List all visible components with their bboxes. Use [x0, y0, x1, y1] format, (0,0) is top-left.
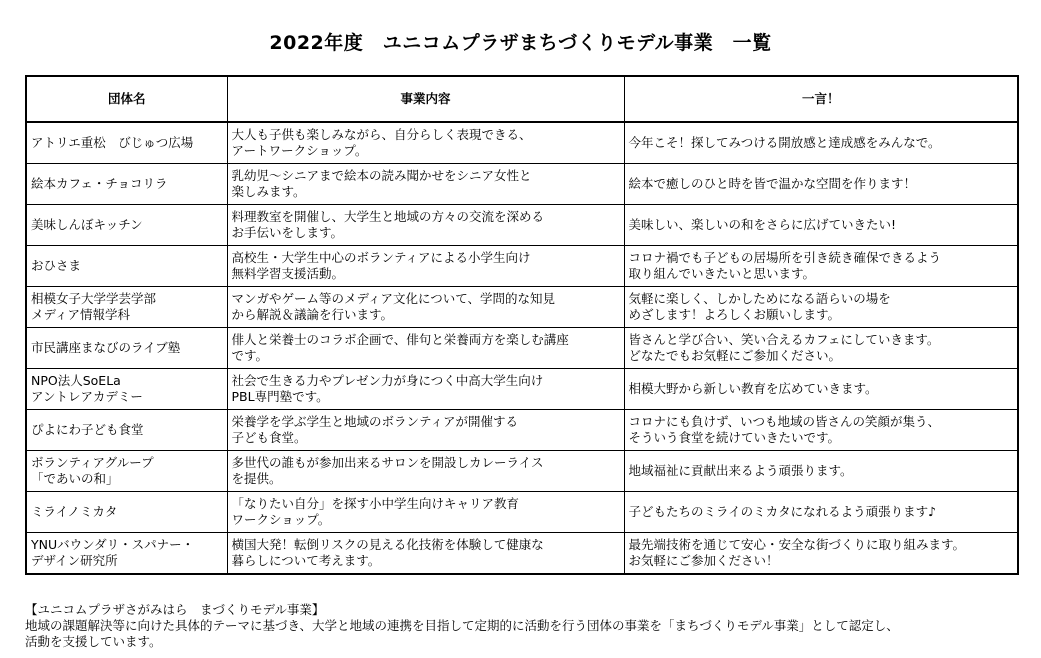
org-name-cell: ぴよにわ子ども食堂	[26, 410, 227, 451]
project-content-cell: 高校生・大学生中心のボランティアによる小学生向け 無料学習支援活動。	[227, 246, 624, 287]
project-content-cell: 大人も子供も楽しみながら、自分らしく表現できる、 アートワークショップ。	[227, 122, 624, 164]
project-content-cell: 「なりたい自分」を探す小中学生向けキャリア教育 ワークショップ。	[227, 492, 624, 533]
comment-cell: 皆さんと学び合い、笑い合えるカフェにしていきます。 どなたでもお気軽にご参加ください。	[624, 328, 1018, 369]
footer-note	[25, 602, 1025, 650]
footer-heading: 【ユニコムプラザさがみはら まづくりモデル事業】	[25, 602, 325, 617]
table-row	[26, 122, 1018, 164]
comment-cell: 気軽に楽しく、しかしためになる語らいの場を めざします！よろしくお願いします。	[624, 287, 1018, 328]
table-row	[26, 205, 1018, 246]
comment-cell: 絵本で癒しのひと時を皆で温かな空間を作ります！	[624, 164, 1018, 205]
header-project-content: 事業内容	[227, 76, 624, 122]
table-row	[26, 492, 1018, 533]
table-row	[26, 246, 1018, 287]
page-title: 2022年度 ユニコムプラザまちづくりモデル事業 一覧	[269, 32, 772, 54]
header-org-name: 団体名	[26, 76, 227, 122]
project-content-cell: 俳人と栄養士のコラボ企画で、俳句と栄養両方を楽しむ講座 です。	[227, 328, 624, 369]
table-header-row	[26, 76, 1018, 122]
org-name-cell: 美味しんぼキッチン	[26, 205, 227, 246]
project-content-cell: 栄養学を学ぶ学生と地域のボランティアが開催する 子ども食堂。	[227, 410, 624, 451]
comment-cell: コロナ禍でも子どもの居場所を引き続き確保できるよう 取り組んでいきたいと思います。	[624, 246, 1018, 287]
comment-cell: コロナにも負けず、いつも地域の皆さんの笑顔が集う、 そういう食堂を続けていきたいです。	[624, 410, 1018, 451]
project-content-cell: 多世代の誰もが参加出来るサロンを開設しカレーライス を提供。	[227, 451, 624, 492]
table-row	[26, 328, 1018, 369]
comment-cell: 相模大野から新しい教育を広めていきます。	[624, 369, 1018, 410]
org-name-cell: 市民講座まなびのライブ塾	[26, 328, 227, 369]
comment-cell: 子どもたちのミライのミカタになれるよう頑張ります♪	[624, 492, 1018, 533]
footer-body: 地域の課題解決等に向けた具体的テーマに基づき、大学と地域の連携を目指して定期的に活動を行う団体の事業を「まちづくりモデル事業」として認定し、 活動を支援しています。	[25, 618, 899, 649]
header-comment: 一言！	[624, 76, 1018, 122]
org-name-cell: 相模女子大学学芸学部 メディア情報学科	[26, 287, 227, 328]
table-row	[26, 451, 1018, 492]
org-name-cell: ボランティアグループ 「であいの和」	[26, 451, 227, 492]
project-content-cell: マンガやゲーム等のメディア文化について、学問的な知見 から解説＆議論を行います。	[227, 287, 624, 328]
table-row	[26, 287, 1018, 328]
comment-cell: 今年こそ！探してみつける開放感と達成感をみんなで。	[624, 122, 1018, 164]
org-name-cell: 絵本カフェ・チョコリラ	[26, 164, 227, 205]
org-name-cell: YNUバウンダリ・スパナー・ デザイン研究所	[26, 533, 227, 575]
comment-cell: 地域福祉に貢献出来るよう頑張ります。	[624, 451, 1018, 492]
org-name-cell: おひさま	[26, 246, 227, 287]
comment-cell: 美味しい、楽しいの和をさらに広げていきたい!	[624, 205, 1018, 246]
org-name-cell: ミライノミカタ	[26, 492, 227, 533]
table-row	[26, 410, 1018, 451]
org-name-cell: NPO法人SoELa アントレアカデミー	[26, 369, 227, 410]
org-name-cell: アトリエ重松 びじゅつ広場	[26, 122, 227, 164]
project-content-cell: 乳幼児～シニアまで絵本の読み聞かせをシニア女性と 楽しみます。	[227, 164, 624, 205]
project-content-cell: 料理教室を開催し、大学生と地域の方々の交流を深める お手伝いをします。	[227, 205, 624, 246]
project-content-cell: 横国大発！転倒リスクの見える化技術を体験して健康な 暮らしについて考えます。	[227, 533, 624, 575]
model-projects-table	[25, 75, 1019, 575]
project-content-cell: 社会で生きる力やプレゼン力が身につく中高大学生向け PBL専門塾です。	[227, 369, 624, 410]
comment-cell: 最先端技術を通じて安心・安全な街づくりに取り組みます。 お気軽にご参加ください！	[624, 533, 1018, 575]
table-row	[26, 533, 1018, 575]
table-row	[26, 369, 1018, 410]
table-row	[26, 164, 1018, 205]
